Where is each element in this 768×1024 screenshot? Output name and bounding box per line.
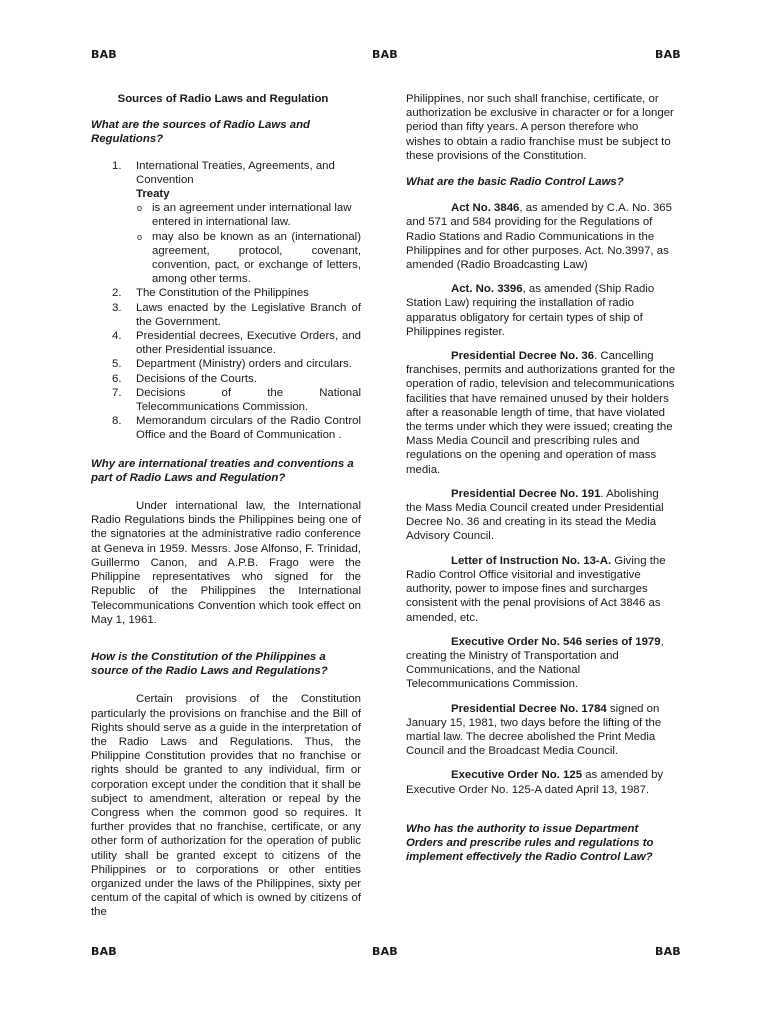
list-text: Decisions of the National Telecommunications Commission. — [136, 386, 361, 414]
law-title: Letter of Instruction No. 13-A. — [451, 554, 612, 567]
law-text: as amended by Executive Order No. 125-A dated April 13, 1987. — [406, 769, 664, 796]
sources-list — [91, 159, 361, 443]
footer-center: BAB — [372, 945, 398, 958]
list-item — [91, 386, 361, 414]
treaty-label: Treaty — [136, 188, 170, 201]
list-item — [91, 414, 361, 442]
law-title: Executive Order No. 546 series of 1979 — [451, 635, 661, 648]
list-item — [91, 286, 361, 300]
law-entry — [406, 554, 676, 625]
law-text: , as amended by C.A. No. 365 and 571 and 584 providing for the Regulations of Radio Stations and Radio Communications in the Philippines and for other purposes. Act. No.3997, as amended (Radio Broadcasting Law) — [406, 202, 672, 272]
header-right: BAB — [655, 48, 681, 61]
list-number: 8. — [112, 415, 122, 428]
list-text: Laws enacted by the Legislative Branch of the Government. — [136, 301, 361, 328]
list-item — [91, 357, 361, 371]
question-basic-laws: What are the basic Radio Control Laws? — [406, 176, 624, 189]
law-title: Presidential Decree No. 191 — [451, 487, 601, 500]
list-item — [91, 329, 361, 357]
law-text: . Cancelling franchises, permits and authorizations granted for the operation of radio, television and telecommunications facilities that have remained unused by their holders after a reasonable length of time, that have violated the terms under which they were issued; creating the Mass Media Council and prescribing rules and regulations on the opening and operation of mass media. — [406, 350, 676, 476]
law-title: Executive Order No. 125 — [451, 769, 583, 782]
question-authority: Who has the authority to issue Department Orders and prescribe rules and regulations to implement effectively the Radio Control Law? — [406, 822, 654, 864]
question-sources: What are the sources of Radio Laws and Regulations? — [91, 119, 310, 146]
paragraph-constitution: Certain provisions of the Constitution particularly the provisions on franchise and the Bill of Rights should serve as a guide in the interpretation of the Radio Laws and Regulations. Thus, the Philippine Constitution provides that no franchise or rights should be granted to any individual, firm or corporation except under the condition that it shall be subject to amendment, alteration or repeal by the Congress when the common good so requires. It further provides that no franchise, certificate, or any other form of authorization for the operation of public utility shall be granted except to citizens of the Philippines or to corporations or other entities organized under the laws of the Philippines, sixty per centum of the capital of which is owned by citizens of the — [91, 693, 361, 919]
bullet-item — [136, 201, 361, 229]
paragraph-treaties: Under international law, the International Radio Regulations binds the Philippines being one of the signatories at the administrative radio conference at Geneva in 1959. Messrs. Jose Alfonso, F. Trinidad, Guillermo Canon, and A.P.B. Frago were the Philippine representatives who signed for the Republic of the Philippines the International Telecommunications Convention which took effect on May 1, 1961. — [91, 500, 361, 626]
list-text: International Treaties, Agreements, and Convention — [136, 159, 335, 186]
law-entry — [406, 349, 676, 477]
law-text: signed on January 15, 1981, two days before the lifting of the martial law. The decree abolished the Print Media Council and the Broadcast Media Council. — [406, 702, 662, 758]
law-title: Presidential Decree No. 1784 — [451, 702, 607, 715]
law-text: Giving the Radio Control Office visitorial and investigative authority, power to impose fines and surcharges consistent with the penal provisions of Act 3846 as amended, etc. — [406, 554, 666, 624]
list-text: Presidential decrees, Executive Orders, and other Presidential issuance. — [136, 330, 361, 357]
law-entry — [406, 635, 676, 692]
law-title: Act. No. 3396 — [451, 283, 523, 296]
paragraph-constitution-continued: Philippines, nor such shall franchise, certificate, or authorization be exclusive in character or for a longer period than fifty years. A person therefore who wishes to obtain a radio franchise must be subject to these provisions of the Constitution. — [406, 93, 674, 162]
law-text: . Abolishing the Mass Media Council created under Presidential Decree No. 36 and creating in its stead the Media Advisory Council. — [406, 487, 664, 543]
page-title: Sources of Radio Laws and Regulation — [117, 93, 329, 105]
law-entry — [406, 201, 676, 272]
question-treaties: Why are international treaties and conventions a part of Radio Laws and Regulation? — [91, 457, 354, 484]
list-number: 7. — [112, 386, 122, 399]
treaty-bullets — [136, 201, 361, 286]
footer-right: BAB — [655, 945, 681, 958]
law-entry — [406, 487, 676, 544]
bullet-icon: o — [137, 231, 143, 242]
law-title: Presidential Decree No. 36 — [451, 350, 595, 363]
law-title: Act No. 3846 — [451, 202, 520, 215]
header-left: BAB — [91, 48, 117, 61]
bullet-item — [136, 230, 361, 287]
left-column — [91, 92, 361, 920]
question-constitution: How is the Constitution of the Philippines a source of the Radio Laws and Regulations? — [91, 650, 328, 678]
list-number: 5. — [112, 358, 122, 371]
footer-left: BAB — [91, 945, 117, 958]
list-number: 3. — [112, 301, 122, 314]
bullet-text: may also be known as an (international) agreement, protocol, covenant, convention, pact, or exchange of letters, among other terms. — [152, 230, 361, 286]
list-number: 1. — [112, 159, 122, 172]
list-text: The Constitution of the Philippines — [136, 287, 309, 300]
list-number: 4. — [112, 330, 122, 343]
law-entry — [406, 768, 676, 796]
list-text: Decisions of the Courts. — [136, 372, 257, 385]
bullet-text: is an agreement under international law entered in international law. — [152, 202, 352, 229]
header-center: BAB — [372, 48, 398, 61]
law-entry — [406, 282, 676, 339]
list-text: Memorandum circulars of the Radio Control Office and the Board of Communication . — [136, 415, 361, 442]
list-number: 2. — [112, 287, 122, 300]
law-text: , creating the Ministry of Transportation and Communications, and the National Telecommunications Commission. — [406, 635, 664, 691]
list-item — [91, 159, 361, 287]
list-number: 6. — [112, 372, 122, 385]
list-item — [91, 372, 361, 386]
list-item — [91, 301, 361, 329]
law-entry — [406, 702, 676, 759]
right-column — [406, 92, 676, 864]
law-text: , as amended (Ship Radio Station Law) requiring the installation of radio apparatus obligatory for certain types of ship of Philippines register. — [406, 283, 655, 338]
list-text: Department (Ministry) orders and circulars. — [136, 358, 352, 371]
bullet-icon: o — [137, 203, 143, 214]
